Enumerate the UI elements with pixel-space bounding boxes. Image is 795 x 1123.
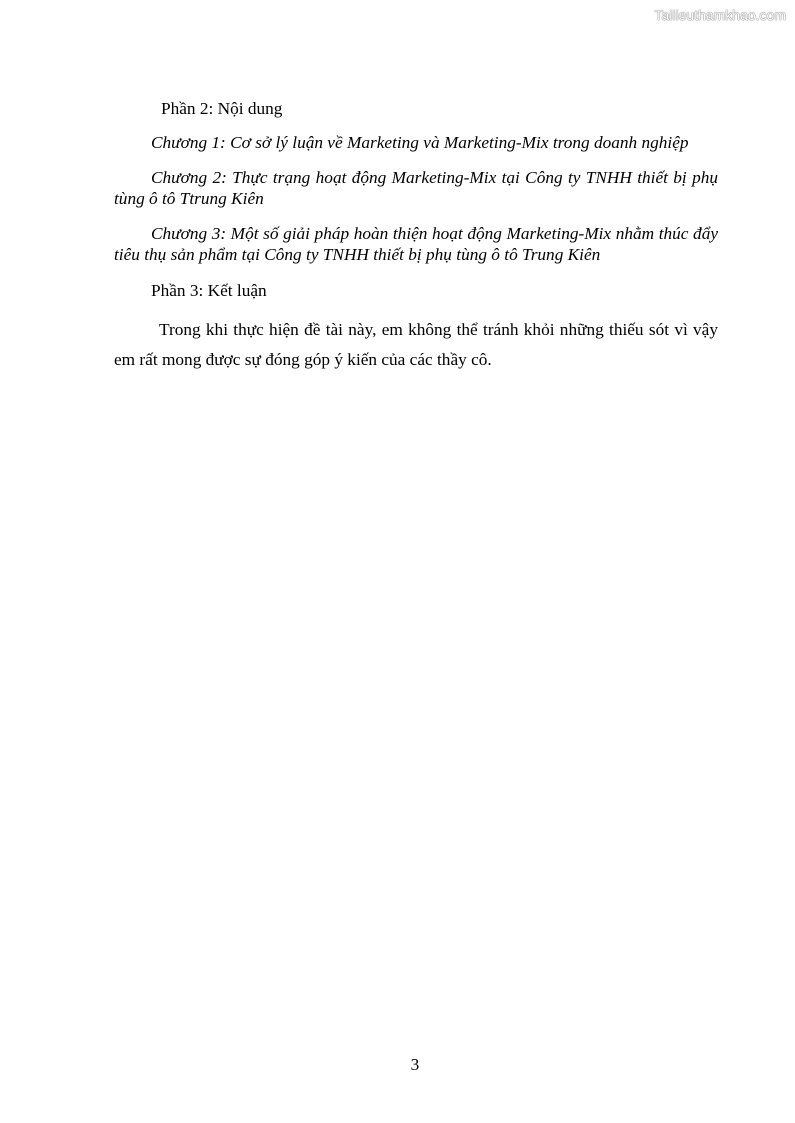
section-heading-part-2: Phần 2: Nội dung xyxy=(161,99,283,118)
section-heading-part-3: Phần 3: Kết luận xyxy=(151,281,267,300)
chapter-2-title: Chương 2: Thực trạng hoạt động Marketing-Mix tại Công ty TNHH thiết bị phụ tùng ô tô Ttrung Kiên xyxy=(114,168,718,208)
watermark-text: Tailieuthamkhao.com xyxy=(654,7,786,23)
document-body xyxy=(114,98,718,375)
closing-paragraph: Trong khi thực hiện đề tài này, em không thể tránh khỏi những thiếu sót vì vậy em rất mong được sự đóng góp ý kiến của các thầy cô. xyxy=(114,320,718,369)
chapter-3-title: Chương 3: Một số giải pháp hoàn thiện hoạt động Marketing-Mix nhằm thúc đẩy tiêu thụ sản phẩm tại Công ty TNHH thiết bị phụ tùng ô tô Trung Kiên xyxy=(114,224,718,264)
page-number: 3 xyxy=(410,1055,420,1074)
chapter-1-title: Chương 1: Cơ sở lý luận về Marketing và Marketing-Mix trong doanh nghiệp xyxy=(151,133,689,152)
